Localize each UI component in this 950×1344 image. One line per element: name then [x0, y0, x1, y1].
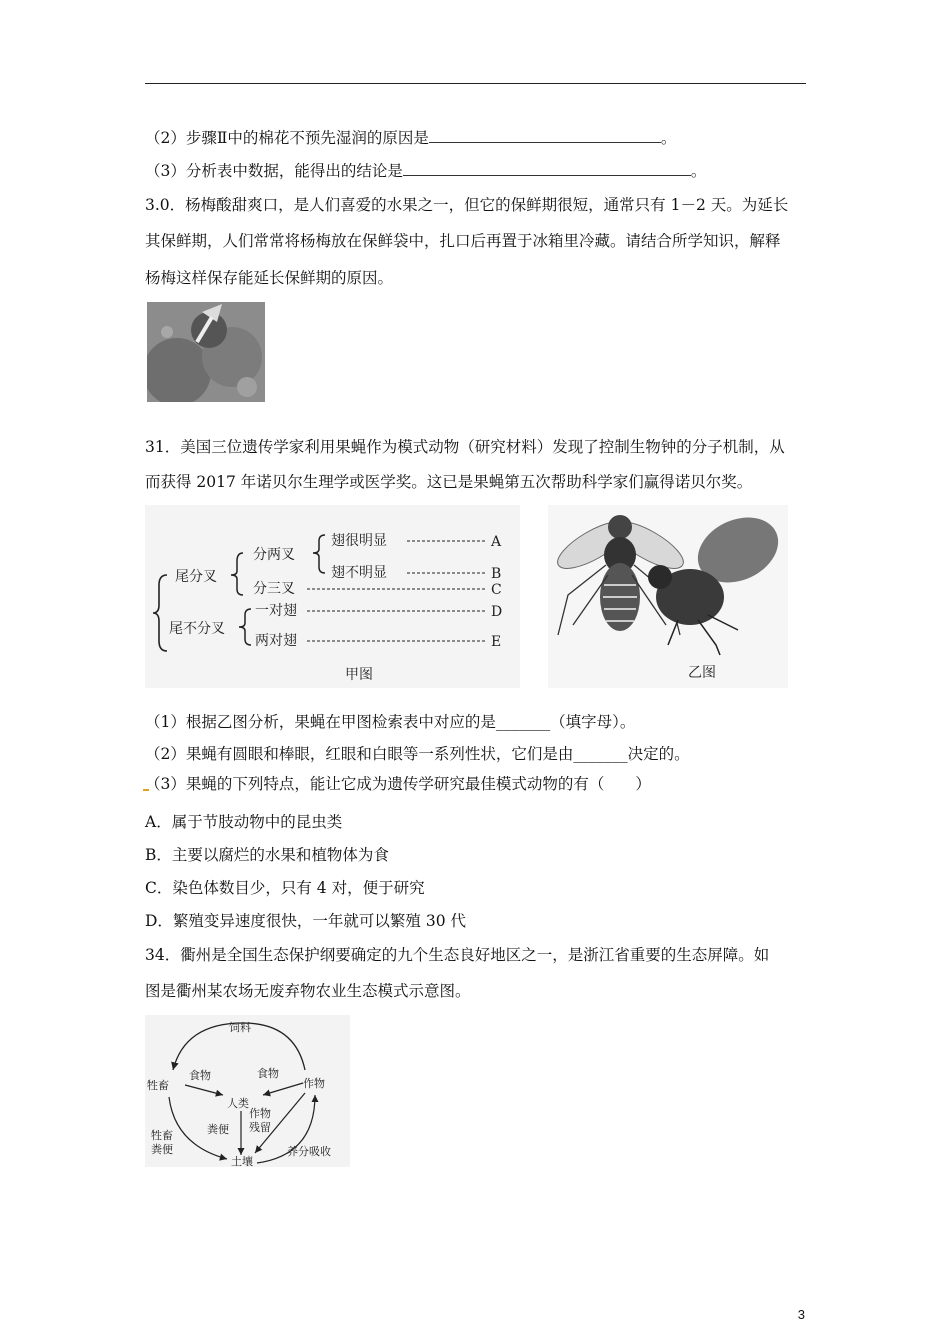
- bayberry-photo-image: [147, 302, 265, 402]
- eco-humans: 人类: [227, 1097, 249, 1110]
- eco-food-left: 食物: [189, 1069, 211, 1082]
- eco-livestock-feces-2: 粪便: [151, 1143, 173, 1156]
- page-number: 3: [797, 1307, 805, 1322]
- option-d[interactable]: D．繁殖变异速度很快，一年就可以繁殖 30 代: [145, 912, 467, 930]
- eco-food-right: 食物: [257, 1067, 279, 1080]
- q31-sub2: （2）果蝇有圆眼和棒眼，红眼和白眼等一系列性状，它们是由_______决定的。: [145, 745, 690, 763]
- answer-blank[interactable]: [429, 128, 661, 143]
- key-label-e: E: [491, 634, 502, 650]
- key-fork-three: 分三叉: [253, 581, 295, 597]
- q29-item2: （2）步骤Ⅱ中的棉花不预先湿润的原因是 。: [145, 129, 677, 147]
- dichotomous-key-figure: [145, 505, 520, 688]
- q29-item3: （3）分析表中数据，能得出的结论是 。: [145, 162, 707, 180]
- eco-crop-residue-2: 残留: [249, 1121, 271, 1134]
- key-wings-obvious: 翅很明显: [331, 533, 387, 549]
- eco-agriculture-diagram: [145, 1015, 350, 1167]
- option-c[interactable]: C．染色体数目少，只有 4 对，便于研究: [145, 879, 425, 897]
- option-b[interactable]: B．主要以腐烂的水果和植物体为食: [145, 846, 389, 864]
- key-wings-not-obvious: 翅不明显: [331, 565, 387, 581]
- q31-sub3: （3）果蝇的下列特点，能让它成为遗传学研究最佳模式动物的有（ ）: [145, 775, 651, 793]
- key-label-a: A: [491, 534, 502, 550]
- eco-feces: 粪便: [207, 1123, 229, 1136]
- eco-livestock-feces-1: 牲畜: [151, 1129, 173, 1142]
- key-caption: 甲图: [345, 667, 373, 683]
- q34-line1: 34．衢州是全国生态保护纲要确定的九个生态良好地区之一，是浙江省重要的生态屏障。如: [145, 946, 770, 964]
- q30-line1: 3.0．杨梅酸甜爽口，是人们喜爱的水果之一，但它的保鲜期很短，通常只有 1－2 天。为延长: [145, 196, 789, 214]
- key-label-d: D: [491, 604, 503, 620]
- q31-line2: 而获得 2017 年诺贝尔生理学或医学奖。这已是果蝇第五次帮助科学家们赢得诺贝尔奖。: [145, 473, 753, 491]
- key-label-c: C: [491, 582, 502, 598]
- eco-crop-residue-1: 作物: [249, 1107, 271, 1120]
- fly-caption: 乙图: [688, 665, 716, 681]
- eco-crops: 作物: [303, 1077, 325, 1090]
- key-tail-not-forked: 尾不分叉: [169, 621, 225, 637]
- fruit-fly-figure: [548, 505, 788, 688]
- answer-blank[interactable]: [403, 161, 691, 176]
- key-one-pair-wings: 一对翅: [255, 603, 297, 619]
- eco-feed: 饲料: [229, 1021, 251, 1034]
- q34-line2: 图是衢州某农场无废弃物农业生态模式示意图。: [145, 982, 471, 1000]
- key-two-pairs-wings: 两对翅: [255, 633, 297, 649]
- q30-line2: 其保鲜期，人们常常将杨梅放在保鲜袋中，扎口后再置于冰箱里冷藏。请结合所学知识，解释: [145, 232, 781, 250]
- q30-line3: 杨梅这样保存能延长保鲜期的原因。: [145, 269, 394, 287]
- key-tail-forked: 尾分叉: [175, 569, 217, 585]
- eco-nutrient-absorb: 养分吸收: [287, 1145, 331, 1158]
- eco-livestock: 牲畜: [147, 1079, 169, 1092]
- q31-line1: 31．美国三位遗传学家利用果蝇作为模式动物（研究材料）发现了控制生物钟的分子机制，从: [145, 438, 785, 456]
- key-label-b: B: [491, 566, 502, 582]
- option-a[interactable]: A．属于节肢动物中的昆虫类: [145, 813, 343, 831]
- bayberry-photo: [147, 302, 265, 402]
- eco-soil: 土壤: [231, 1155, 253, 1167]
- q31-sub1: （1）根据乙图分析，果蝇在甲图检索表中对应的是_______（填字母）。: [145, 713, 636, 731]
- header-rule: [145, 83, 806, 84]
- key-fork-two: 分两叉: [253, 547, 295, 563]
